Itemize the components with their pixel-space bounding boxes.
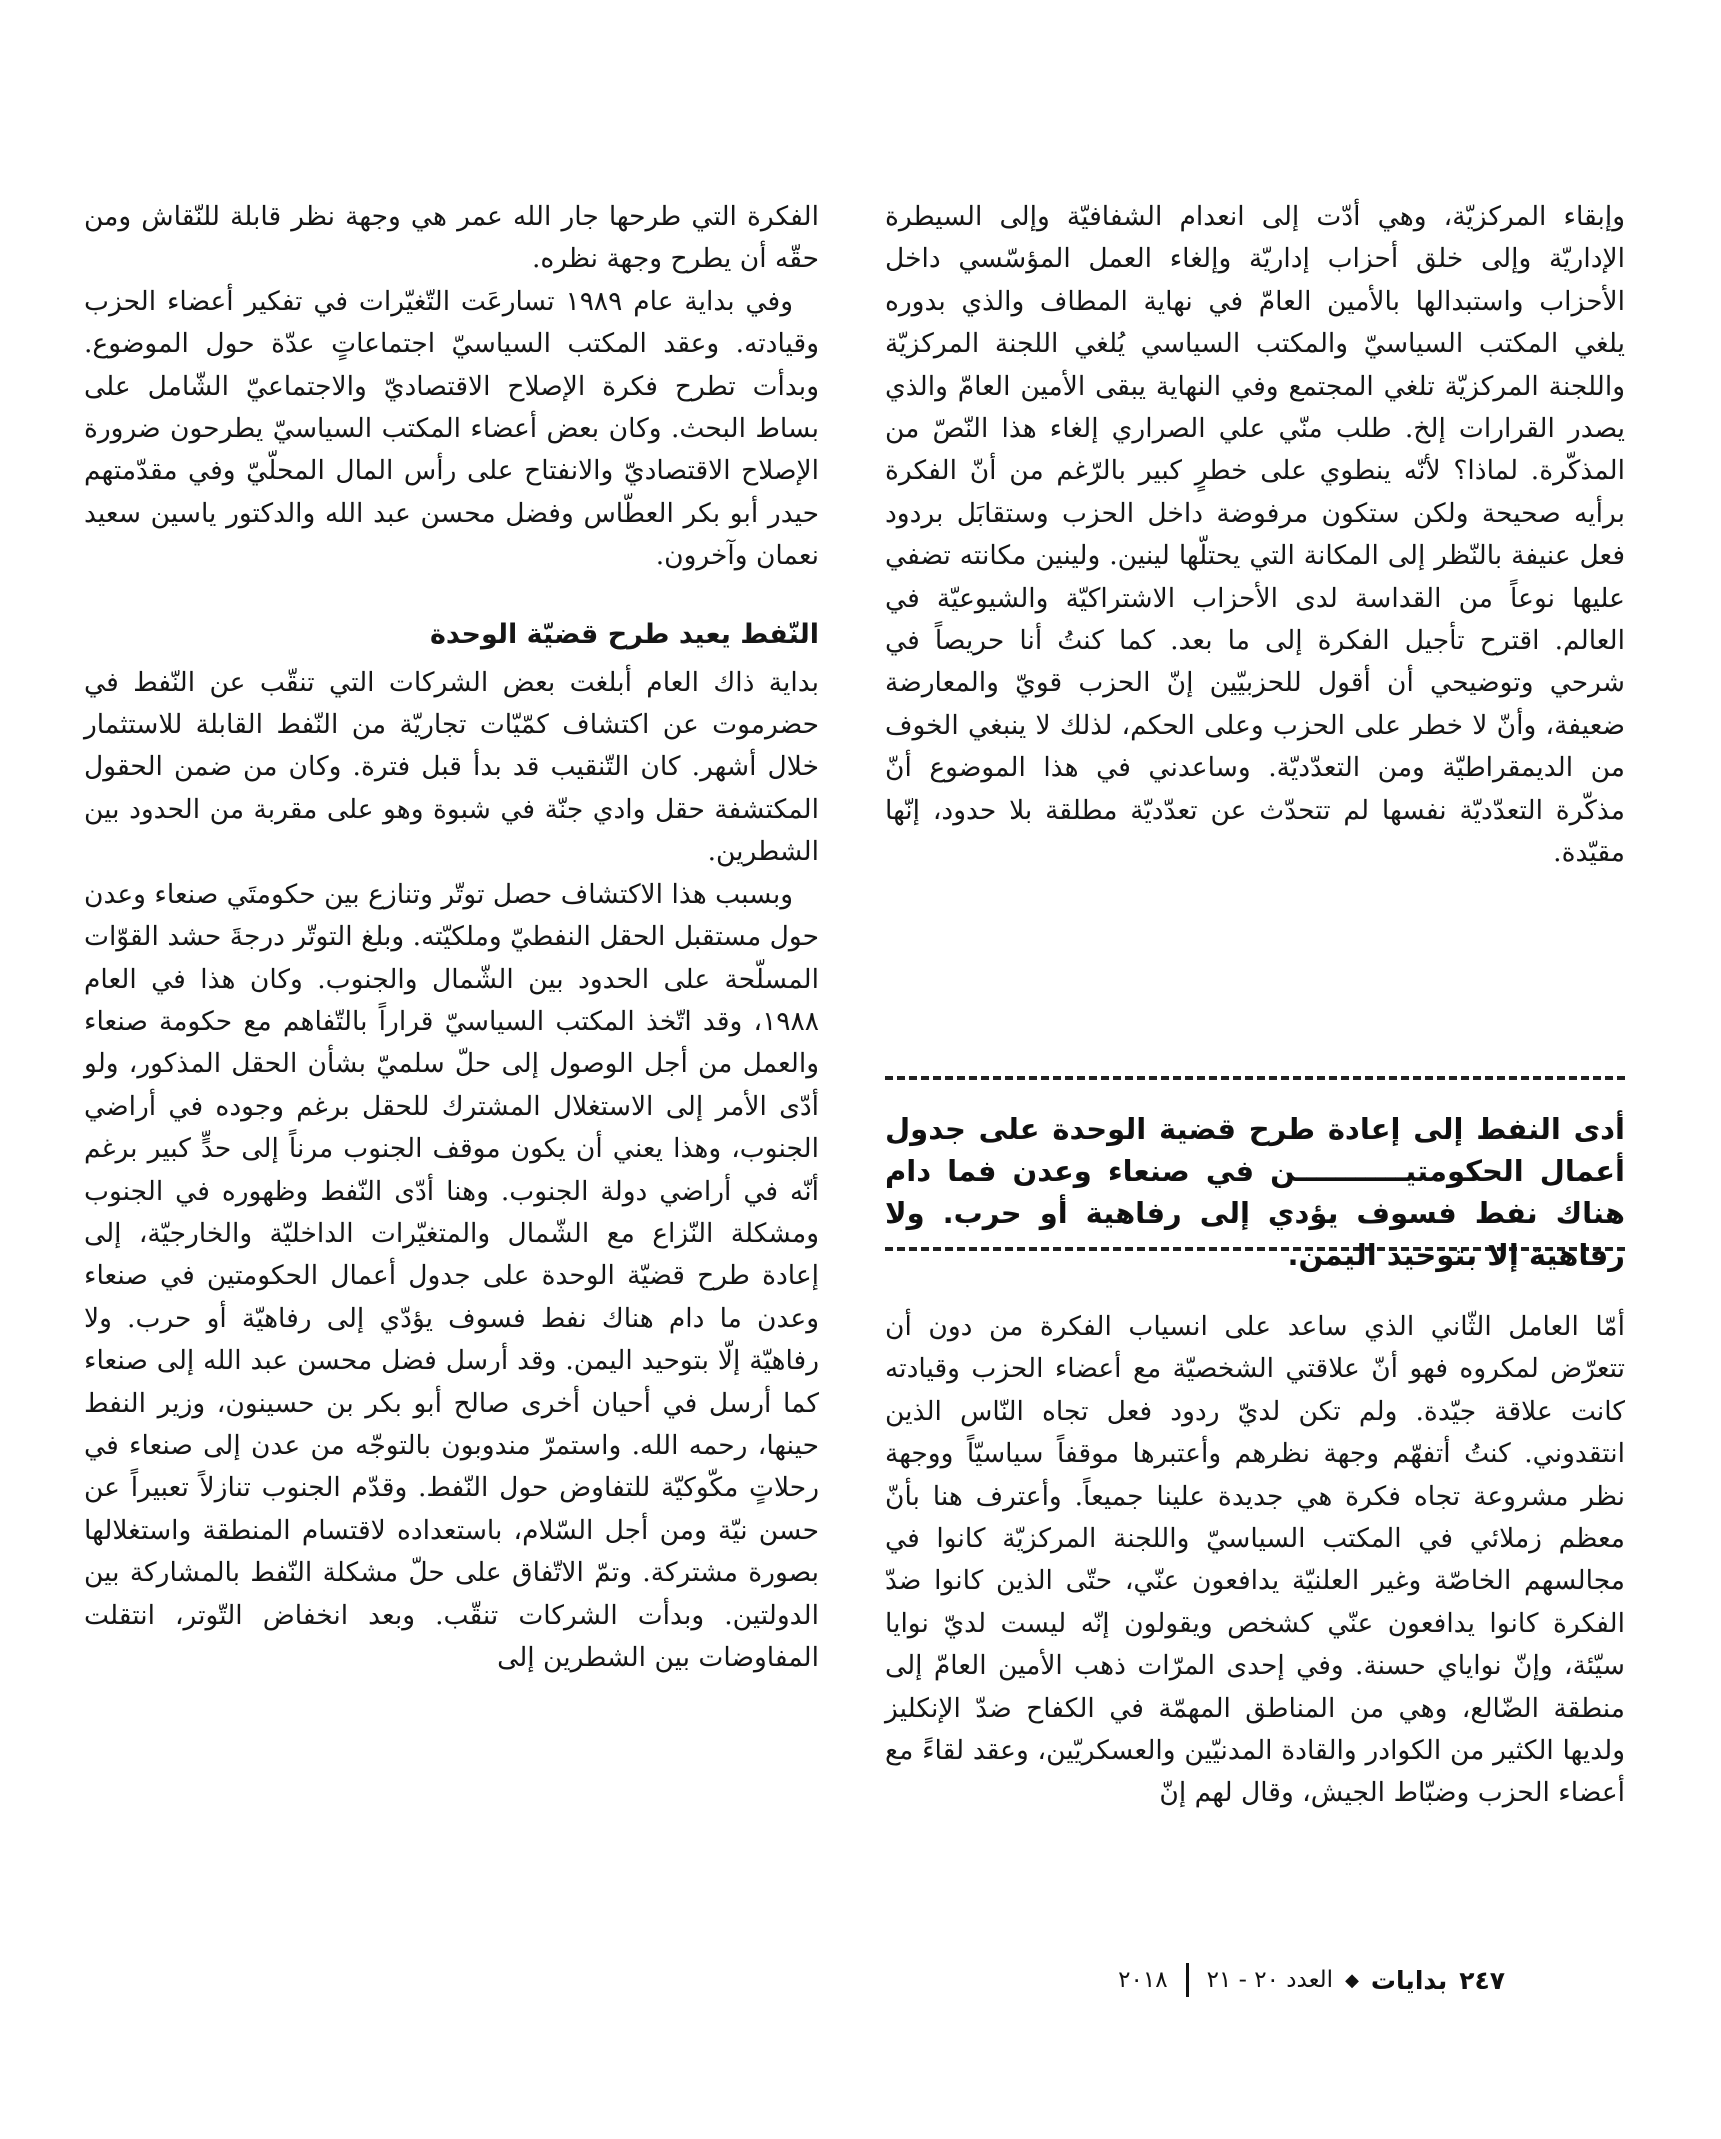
paragraph: أمّا العامل الثّاني الذي ساعد على انسياب الفكرة من دون أن تتعرّض لمكروه فهو أنّ علاقتي الشخصيّة مع أعضاء الحزب وقيادته كانت علاقة جيّدة. ولم تكن لديّ ردود فعل تجاه النّاس الذين انتقدوني. كنتُ أتفهّم وجهة نظرهم وأعتبرها موقفاً سياسيّاً ووجهة نظر مشروعة تجاه فكرة هي جديدة علينا جميعاً. وأعترف هنا بأنّ معظم زملائي في المكتب السياسيّ واللجنة المركزيّة كانوا في مجالسهم الخاصّة وغير العلنيّة يدافعون عنّي، حتّى الذين كانوا ضدّ الفكرة كانوا يدافعون عنّي كشخص ويقولون إنّه ليست لديّ نوايا سيّئة، وإنّ نواياي حسنة. وفي إحدى المرّات ذهب الأمين العامّ إلى منطقة الضّالع، وهي من المناطق المهمّة في الكفاح ضدّ الإنكليز ولديها الكثير من الكوادر والقادة المدنيّين والعسكريّين، وعقد لقاءً مع أعضاء الحزب وضبّاط الجيش، وقال لهم إنّ [885, 1311, 1625, 1809]
journal-name: بدايات [1370, 1965, 1448, 1995]
paragraph: الفكرة التي طرحها جار الله عمر هي وجهة نظر قابلة للنّقاش ومن حقّه أن يطرح وجهة نظره. [84, 201, 819, 275]
right-column [885, 196, 1625, 875]
page-number: ٢٤٧ [1459, 1965, 1505, 1995]
year: ٢٠١٨ [1118, 1967, 1168, 1993]
paragraph: وإبقاء المركزيّة، وهي أدّت إلى انعدام الشفافيّة وإلى السيطرة الإداريّة وإلى خلق أحزاب إداريّة وإلغاء العمل المؤسّسي داخل الأحزاب واستبدالها بالأمين العامّ في نهاية المطاف والذي بدوره يلغي المكتب السياسيّ والمكتب السياسي يُلغي اللجنة المركزيّة واللجنة المركزيّة تلغي المجتمع وفي النهاية يبقى الأمين العامّ والذي يصدر القرارات إلخ. طلب منّي علي الصراري إلغاء هذا النّصّ من المذكّرة. لماذا؟ لأنّه ينطوي على خطرٍ كبير بالرّغم من أنّ الفكرة برأيه صحيحة ولكن ستكون مرفوضة داخل الحزب وستقابَل بردود فعل عنيفة بالنّظر إلى المكانة التي يحتلّها لينين. ولينين مكانته تضفي عليها نوعاً من القداسة لدى الأحزاب الاشتراكيّة والشيوعيّة في العالم. اقترح تأجيل الفكرة إلى ما بعد. كما كنتُ أنا حريصاً في شرحي وتوضيحي أن أقول للحزبيّين إنّ الحزب قويّ والمعارضة ضعيفة، وأنّ لا خطر على الحزب وعلى الحكم، لذلك لا ينبغي الخوف من الديمقراطيّة ومن التعدّديّة. وساعدني في هذا الموضوع أنّ مذكّرة التعدّديّة نفسها لم تتحدّث عن تعدّديّة مطلقة بلا حدود، إنّها مقيّدة. [885, 201, 1625, 869]
footer-divider [1186, 1963, 1189, 1997]
page-footer [1118, 1962, 1505, 1998]
diamond-icon: ◆ [1345, 1969, 1359, 1991]
right-column-lower [885, 1306, 1625, 1815]
pull-quote-text: أدى النفط إلى إعادة طرح قضية الوحدة على جدول أعمال الحكومتيـــــــــــن في صنعاء وعدن فما دام هناك نفط فسوف يؤدي إلى رفاهية أو حرب. ولا رفاهية إلا بتوحيد اليمن. [885, 1112, 1625, 1272]
paragraph: وبسبب هذا الاكتشاف حصل توتّر وتنازع بين حكومتَي صنعاء وعدن حول مستقبل الحقل النفطيّ وملكيّته. وبلغ التوتّر درجةَ حشد القوّات المسلّحة على الحدود بين الشّمال والجنوب. وكان هذا في العام ١٩٨٨، وقد اتّخذ المكتب السياسيّ قراراً بالتّفاهم مع حكومة صنعاء والعمل من أجل الوصول إلى حلّ سلميّ بشأن الحقل المذكور، ولو أدّى الأمر إلى الاستغلال المشترك للحقل برغم وجوده في أراضي الجنوب، وهذا يعني أن يكون موقف الجنوب مرناً إلى حدٍّ كبير برغم أنّه في أراضي دولة الجنوب. وهنا أدّى النّفط وظهوره في الجنوب ومشكلة النّزاع مع الشّمال والمتغيّرات الداخليّة والخارجيّة، إلى إعادة طرح قضيّة الوحدة على جدول أعمال الحكومتين في صنعاء وعدن ما دام هناك نفط فسوف يؤدّي إلى رفاهيّة أو حرب. ولا رفاهيّة إلّا بتوحيد اليمن. وقد أرسل فضل محسن عبد الله إلى صنعاء كما أرسل في أحيان أخرى صالح أبو بكر بن حسينون، وزير النفط حينها، رحمه الله. واستمرّ مندوبون بالتوجّه من عدن إلى صنعاء في رحلاتٍ مكّوكيّة للتفاوض حول النّفط. وقدّم الجنوب تنازلاً تعبيراً عن حسن نيّة ومن أجل السّلام، باستعداده لاقتسام المنطقة واستغلالها بصورة مشتركة. وتمّ الاتّفاق على حلّ مشكلة النّفط بالمشاركة بين الدولتين. وبدأت الشركات تنقّب. وبعد انخفاض التّوتر، انتقلت المفاوضات بين الشطرين إلى [84, 878, 819, 1673]
section-heading: النّفط يعيد طرح قضيّة الوحدة [429, 618, 819, 650]
paragraph: وفي بداية عام ١٩٨٩ تسارعَت التّغيّرات في تفكير أعضاء الحزب وقيادته. وعقد المكتب السياسيّ اجتماعاتٍ عدّة حول الموضوع. وبدأت تطرح فكرة الإصلاح الاقتصاديّ والاجتماعيّ الشّامل على بساط البحث. وكان بعض أعضاء المكتب السياسيّ يطرحون ضرورة الإصلاح الاقتصاديّ والانفتاح على رأس المال المحلّيّ وفي مقدّمتهم حيدر أبو بكر العطّاس وفضل محسن عبد الله والدكتور ياسين سعيد نعمان وآخرون. [84, 285, 819, 572]
paragraph: بداية ذاك العام أبلغت بعض الشركات التي تنقّب عن النّفط في حضرموت عن اكتشاف كمّيّات تجاريّة من النّفط القابلة للاستثمار خلال أشهر. كان التّنقيب قد بدأ قبل فترة. وكان من ضمن الحقول المكتشفة حقل وادي جنّة في شبوة وهو على مقربة من الحدود بين الشطرين. [84, 666, 819, 868]
pull-quote [885, 1076, 1625, 1272]
left-column [84, 196, 819, 1679]
issue-number: العدد ٢٠ - ٢١ [1206, 1967, 1334, 1993]
